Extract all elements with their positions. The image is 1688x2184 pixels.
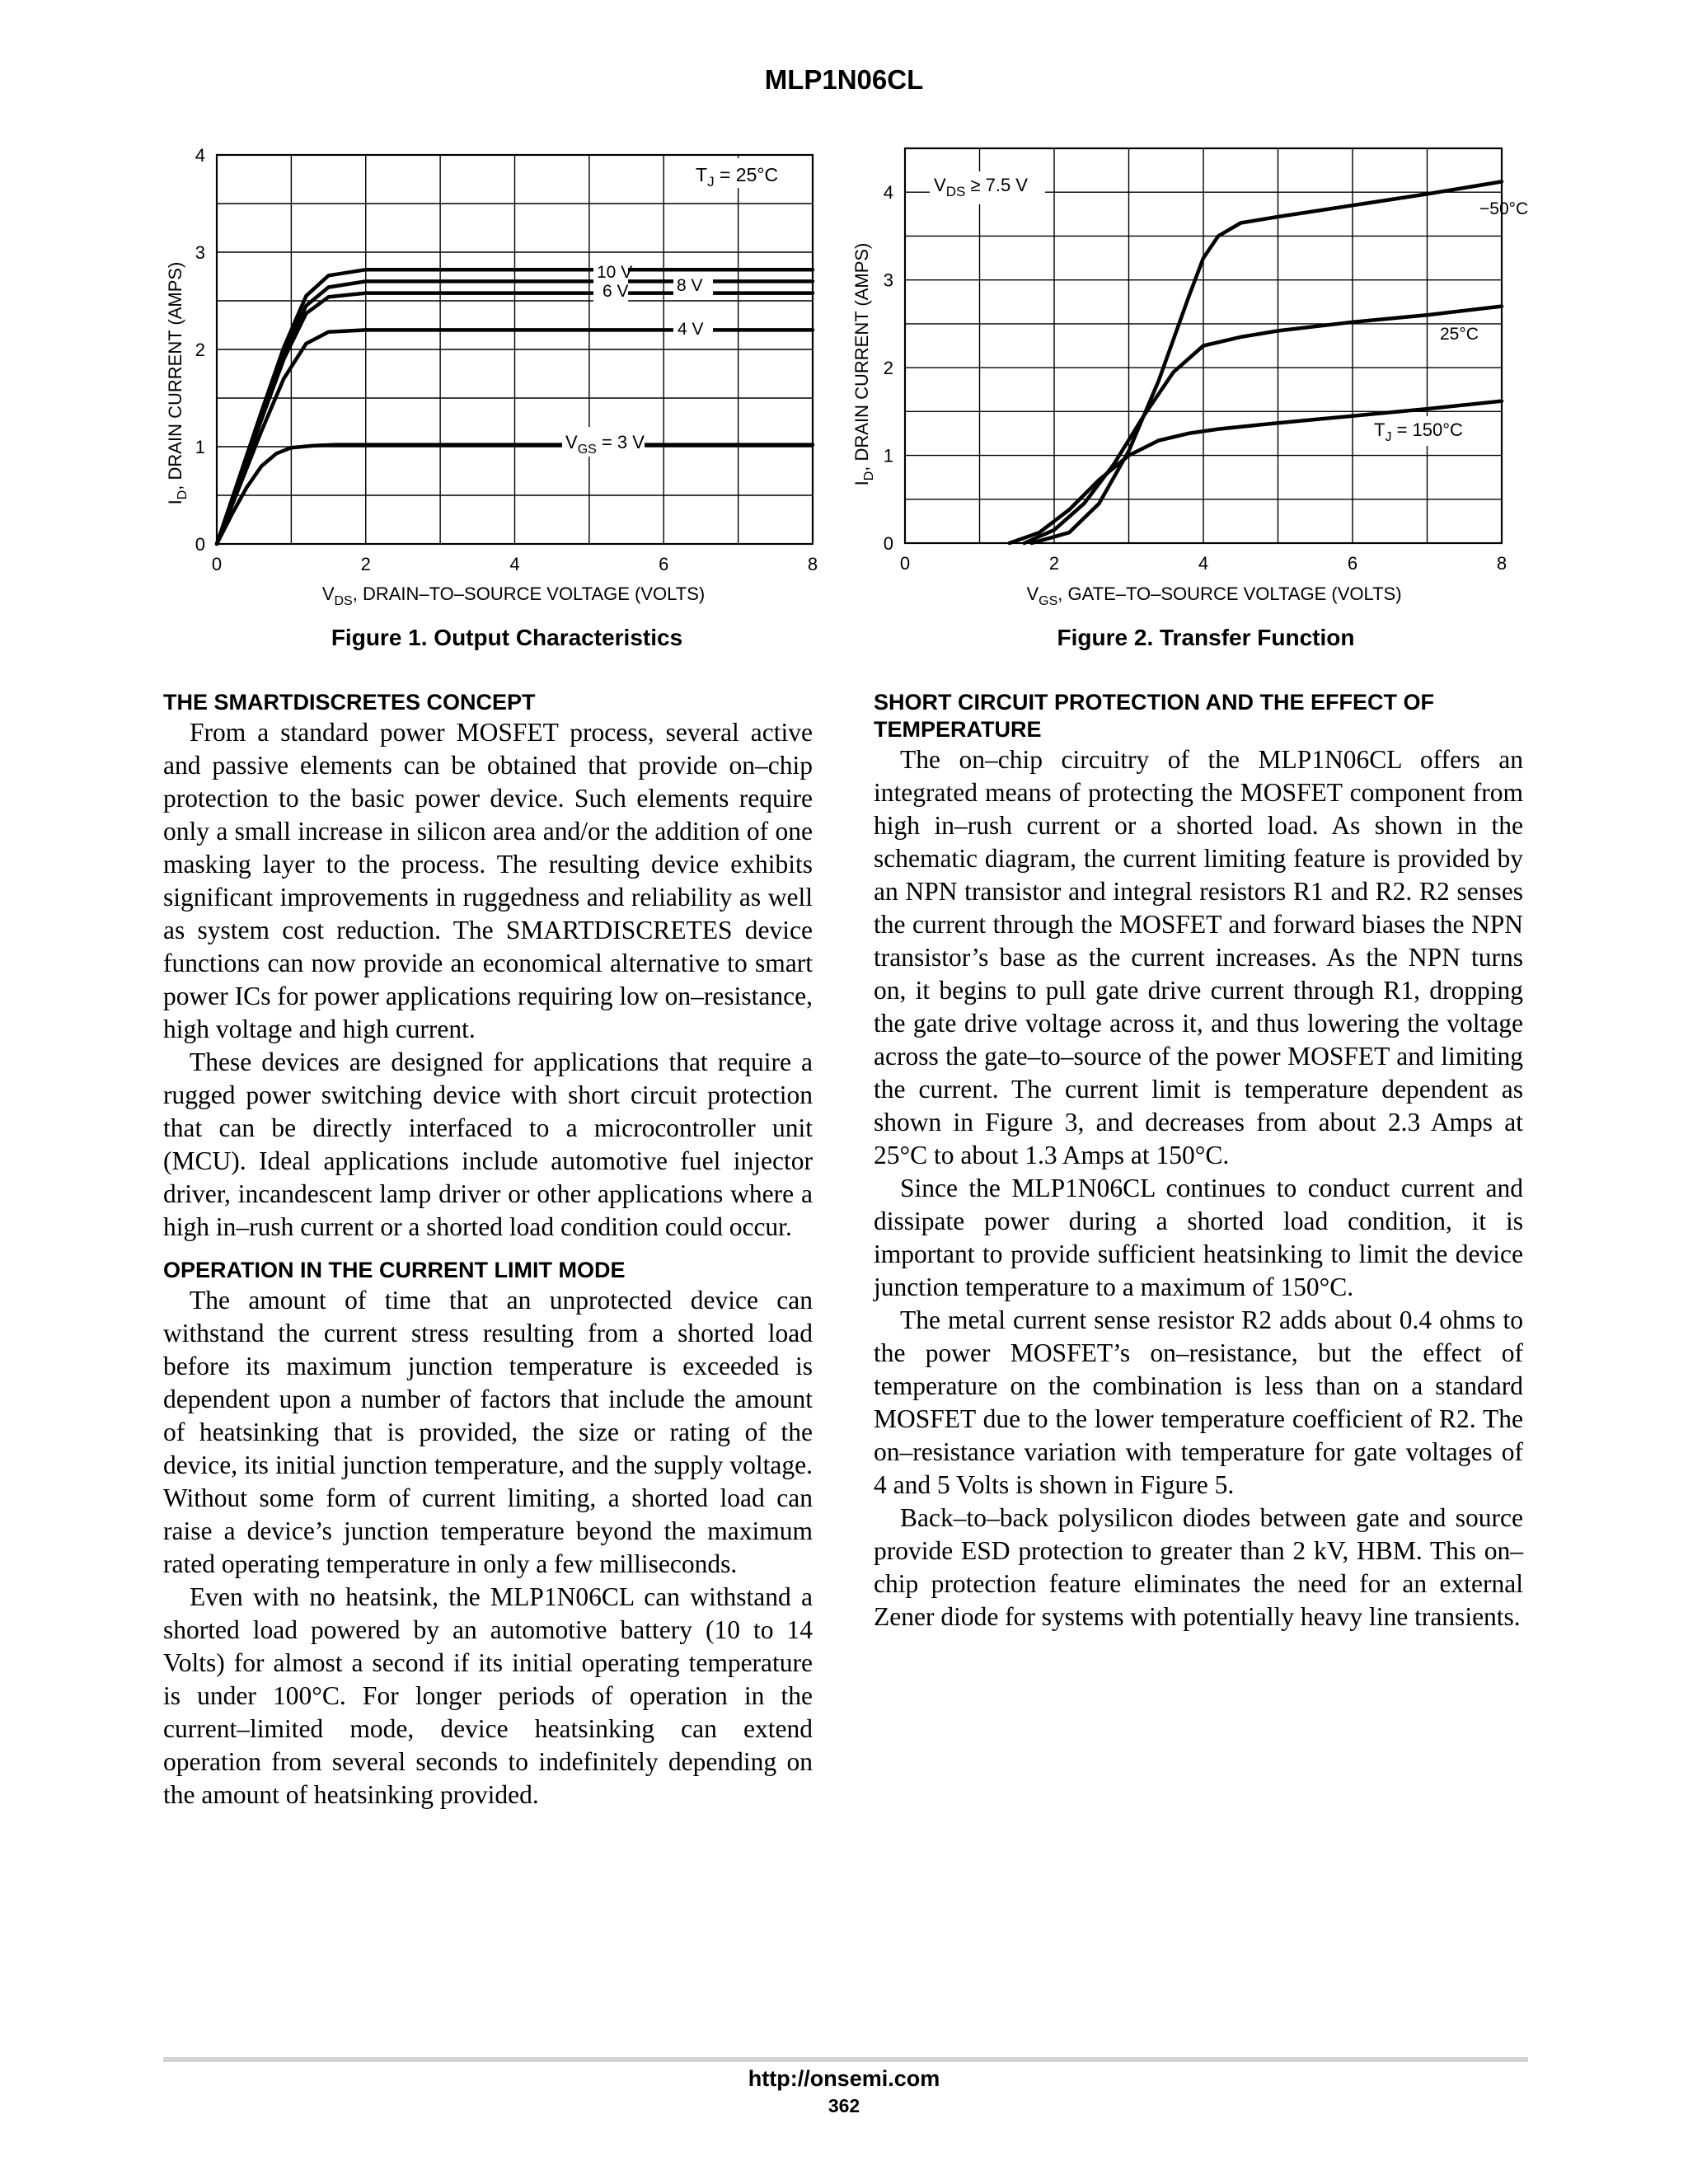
left-text-column (163, 689, 813, 1811)
fig2-label-25c: 25°C (1440, 325, 1479, 344)
figure-2-transfer-function (853, 140, 1537, 610)
fig2-y-tick-label: 1 (883, 445, 893, 466)
fig2-x-tick-label: 8 (1496, 553, 1507, 574)
figure-1-caption: Figure 1. Output Characteristics (331, 625, 683, 650)
fig1-label-3v: $V_{GS} = 3$ V (565, 432, 645, 457)
fig2-condition-label: $V_{DS} \ge 7.5$ V (934, 175, 1028, 199)
fig1-y-axis-label: $I_D$, DRAIN CURRENT (AMPS) (165, 261, 190, 505)
right-text-column (874, 689, 1523, 1633)
paragraph: Back–to–back polysilicon diodes between gate and source provide ESD protection to greater than 2 kV, HBM. This on–chip protection feature eliminates the need for an external Zener diode for systems with potentially heavy line transients. (874, 1503, 1523, 1631)
fig1-grid (217, 155, 813, 544)
paragraph: Even with no heatsink, the MLP1N06CL can withstand a shorted load powered by an automotive battery (10 to 14 Volts) for almost a second if its initial operating temperature is under 100°C. For longer periods of operation in the current–limited mode, device heatsinking can extend operation from several seconds to indefinitely depending on the amount of heatsinking provided. (163, 1582, 813, 1809)
fig2-y-tick-label: 4 (883, 182, 893, 204)
fig1-y-tick-label: 4 (195, 145, 205, 166)
fig1-x-tick-label: 2 (360, 554, 371, 574)
section-heading-short-circuit: SHORT CIRCUIT PROTECTION AND THE EFFECT OF TEMPERATURE (874, 690, 1434, 742)
fig2-x-axis-label: $V_{GS}$, GATE–TO–SOURCE VOLTAGE (VOLTS) (1026, 583, 1402, 608)
fig1-y-tick-label: 1 (195, 437, 205, 457)
fig1-y-tick-label: 3 (195, 242, 205, 263)
fig2-y-axis-label: $I_D$, DRAIN CURRENT (AMPS) (851, 242, 876, 486)
figure-2-caption: Figure 2. Transfer Function (1057, 625, 1355, 650)
fig1-y-tick-label: 2 (195, 340, 205, 360)
fig2-y-tick-label: 3 (883, 269, 893, 291)
fig1-label-8v: 8 V (677, 276, 703, 295)
fig2-label-150c: $T_J = 150^\circ C$ (1374, 419, 1463, 444)
fig1-label-4v: 4 V (678, 320, 704, 339)
footer-divider (163, 2057, 1528, 2062)
fig1-label-10v: 10 V (597, 263, 633, 282)
fig1-tick-labels (195, 145, 818, 574)
fig1-x-tick-label: 8 (807, 554, 818, 574)
fig2-y-tick-label: 2 (883, 358, 893, 379)
footer-url: http://onsemi.com (748, 2066, 940, 2091)
fig2-label-minus50c: −50°C (1479, 199, 1529, 218)
fig1-x-tick-label: 0 (211, 554, 223, 574)
fig2-x-tick-label: 2 (1048, 553, 1060, 574)
paragraph: The amount of time that an unprotected device can withstand the current stress resulting from a shorted load before its maximum junction temperature is exceeded is dependent upon a number of factors that include the amount of heatsinking that is provided, the size or rating of the device, its initial junction temperature, and the supply voltage. Without some form of current limiting, a shorted load can raise a device’s junction temperature beyond the maximum rated operating temperature in only a few milliseconds. (163, 1286, 813, 1578)
fig1-x-axis-label: $V_{DS}$, DRAIN–TO–SOURCE VOLTAGE (VOLTS) (321, 583, 706, 608)
paragraph: The metal current sense resistor R2 adds about 0.4 ohms to the power MOSFET’s on–resistance, but the effect of temperature on the combination is less than on a standard MOSFET due to the lower temperature coefficient of R2. The on–resistance variation with temperature for gate voltages of 4 and 5 Volts is shown in Figure 5. (874, 1305, 1523, 1499)
fig2-y-tick-label: 0 (883, 533, 893, 554)
fig1-x-tick-label: 6 (659, 554, 669, 574)
paragraph: These devices are designed for applications that require a rugged power switching device with short circuit protection that can be directly interfaced to a microcontroller unit (MCU). Ideal applications include automotive fuel injector driver, incandescent lamp driver or other applications where a high in–rush current or a shorted load condition could occur. (163, 1047, 813, 1241)
fig2-x-tick-label: 6 (1347, 553, 1358, 574)
page-number: 362 (828, 2095, 860, 2116)
section-heading-smartdiscretes: THE SMARTDISCRETES CONCEPT (163, 690, 536, 715)
fig1-label-6v: 6 V (603, 282, 629, 301)
paragraph: Since the MLP1N06CL continues to conduct current and dissipate power during a shorted load condition, it is important to provide sufficient heatsinking to limit the device junction temperature to a maximum of 150°C. (874, 1174, 1523, 1301)
page-title: MLP1N06CL (764, 64, 924, 95)
fig2-x-tick-label: 4 (1198, 553, 1209, 574)
paragraph: From a standard power MOSFET process, several active and passive elements can be obtained that provide on–chip protection to the basic power device. Such elements require only a small increase in silicon area and/or the addition of one masking layer to the process. The resulting device exhibits significant improvements in ruggedness and reliability as well as system cost reduction. The SMARTDISCRETES device functions can now provide an economical alternative to smart power ICs for power applications requiring low on–resistance, high voltage and high current. (163, 718, 813, 1043)
fig2-x-tick-label: 0 (899, 553, 911, 574)
fig1-y-tick-label: 0 (195, 534, 205, 555)
fig1-x-tick-label: 4 (509, 554, 520, 574)
fig2-tick-labels (884, 182, 1507, 574)
paragraph: The on–chip circuitry of the MLP1N06CL offers an integrated means of protecting the MOSFET component from high in–rush current or a shorted load. As shown in the schematic diagram, the current limiting feature is provided by an NPN transistor and integral resistors R1 and R2. R2 senses the current through the MOSFET and forward biases the NPN transistor’s base as the current increases. As the NPN turns on, it begins to pull gate drive current through R1, dropping the gate drive voltage across it, and thus lowering the voltage across the gate–to–source of the power MOSFET and limiting the current. The current limit is temperature dependent as shown in Figure 3, and decreases from about 2.3 Amps at 25°C to about 1.3 Amps at 150°C. (874, 745, 1523, 1169)
section-heading-current-limit: OPERATION IN THE CURRENT LIMIT MODE (163, 1258, 626, 1282)
fig1-condition-label: $T_J = 25^\circ C$ (696, 164, 779, 190)
figure-1-output-characteristics (157, 140, 832, 610)
